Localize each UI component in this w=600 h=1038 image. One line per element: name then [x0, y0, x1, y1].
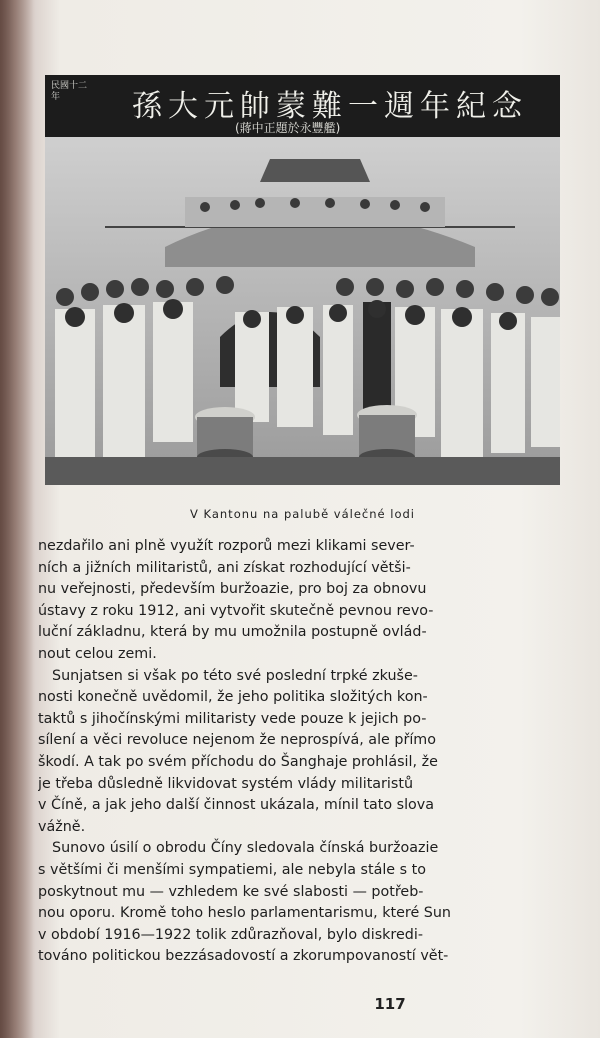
- paragraph-2: [38, 666, 546, 839]
- banner-side-inscription: 民國十二年: [51, 81, 88, 102]
- paragraph-1: [38, 536, 546, 666]
- text-line: ních a jižních militaristů, ani získat rozhodující větši-: [38, 559, 411, 576]
- body-text: [38, 536, 546, 968]
- text-line: v období 1916—1922 tolik zdůrazňoval, bylo diskredi-: [38, 926, 423, 943]
- historical-photograph: [45, 75, 560, 485]
- banner-subtitle: (蔣中正題於永豐艦): [235, 121, 341, 135]
- text-line: luční základnu, která by mu umožnila postupně ovlád-: [38, 624, 427, 641]
- text-line: škodí. A tak po svém příchodu do Šanghaje prohlásil, že: [38, 753, 438, 770]
- text-line: nu veřejnosti, především buržoazie, pro boj za obnovu: [38, 581, 427, 598]
- binding-gutter: [0, 0, 34, 1038]
- text-line: je třeba důsledně likvidovat systém vlády militaristů: [38, 775, 414, 792]
- text-line: nou oporu. Kromě toho heslo parlamentarismu, které Sun: [38, 905, 451, 922]
- text-line: nosti konečně uvědomil, že jeho politika složitých kon-: [38, 689, 428, 706]
- text-line: ústavy z roku 1912, ani vytvořit skutečně pevnou revo-: [38, 602, 434, 619]
- photo-banner: [45, 75, 560, 137]
- text-line: v Číně, a jak jeho další činnost ukázala, mínil tato slova: [38, 797, 435, 814]
- text-line: sílení a věci revoluce nejenom že neprospívá, ale přímo: [38, 732, 436, 749]
- text-line: nezdařilo ani plně využít rozporů mezi klikami sever-: [38, 538, 415, 554]
- ship-deck-scene: [45, 137, 560, 485]
- text-line: taktů s jihočínskými militaristy vede pouze k jejich po-: [38, 710, 427, 727]
- text-line: s většími či menšími sympatiemi, ale nebyla stále s to: [38, 861, 426, 878]
- text-line: Sunovo úsilí o obrodu Číny sledovala čínská buržoazie: [52, 840, 439, 857]
- text-line: vážně.: [38, 818, 86, 835]
- banner-title: 孫大元帥蒙難一週年紀念: [132, 89, 528, 124]
- text-line: poskytnout mu — vzhledem ke své slabosti — potřeb-: [38, 883, 424, 900]
- text-line: Sunjatsen si však po této své poslední trpké zkuše-: [52, 667, 418, 684]
- text-line: továno politickou bezzásadovostí a zkorumpovaností vět-: [38, 948, 449, 965]
- paragraph-3: [38, 838, 546, 968]
- page-number: 117: [374, 995, 406, 1013]
- photo-caption: V Kantonu na palubě válečné lodi: [189, 507, 416, 521]
- text-line: nout celou zemi.: [38, 645, 157, 662]
